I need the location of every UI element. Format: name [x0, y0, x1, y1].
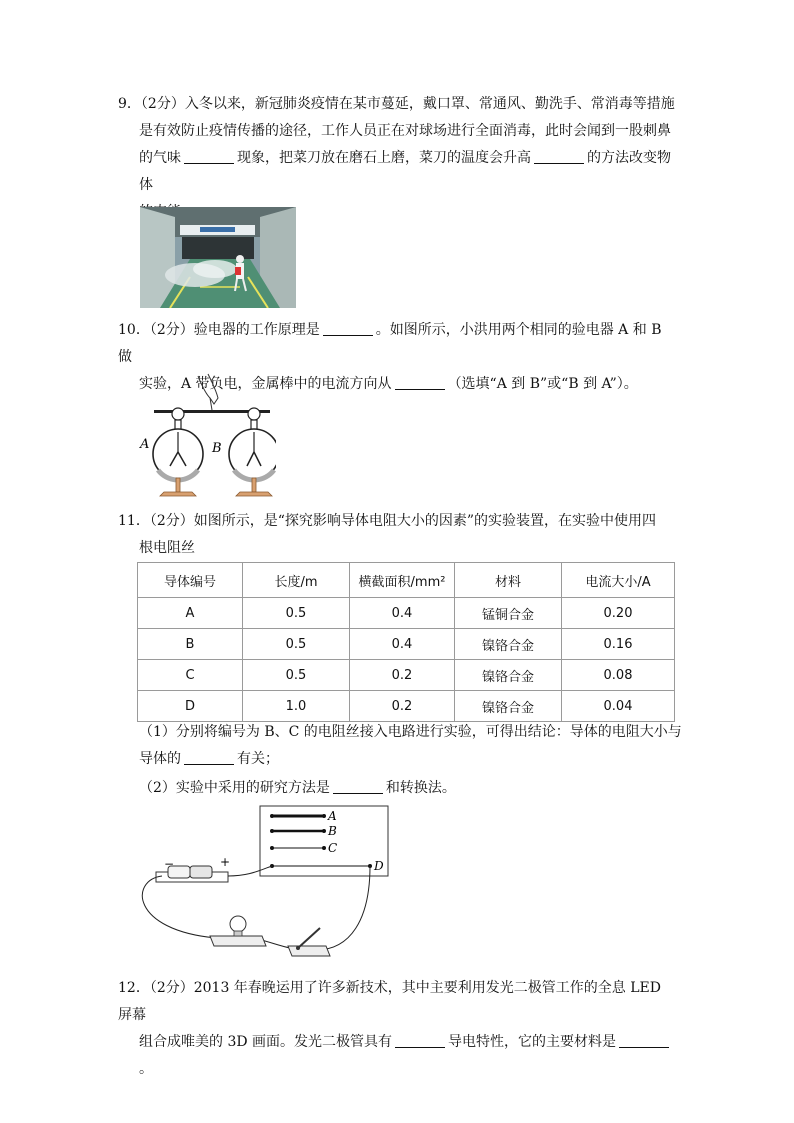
- question-12: [118, 975, 678, 1083]
- label-b: B: [212, 441, 222, 456]
- q9-line1: 9．（2分）入冬以来，新冠肺炎疫情在某市蔓延，戴口罩、常通风、勤洗手、常消毒等措施: [118, 96, 675, 112]
- table-header: 导体编号: [138, 563, 243, 598]
- electroscope-figure: [136, 372, 276, 502]
- q11-text: 有关；: [237, 751, 279, 767]
- table-cell: 镍铬合金: [455, 629, 562, 660]
- table-row: [138, 660, 675, 691]
- table-cell: 0.5: [243, 660, 350, 691]
- q9-line2: 是有效防止疫情传播的途径，工作人员正在对球场进行全面消毒，此时会闻到一股刺鼻: [139, 123, 671, 139]
- table-cell: 0.16: [562, 629, 675, 660]
- answer-blank[interactable]: [395, 375, 445, 390]
- table-row: [138, 598, 675, 629]
- q11-text: 和转换法。: [385, 780, 456, 796]
- table-cell: 0.04: [562, 691, 675, 722]
- answer-blank[interactable]: [333, 779, 383, 794]
- table-header: 材料: [455, 563, 562, 598]
- answer-blank[interactable]: [619, 1033, 669, 1048]
- q12-line2: [118, 1029, 678, 1083]
- resistance-table: [137, 562, 675, 722]
- q10-line1: [118, 317, 678, 371]
- table-header-row: [138, 563, 675, 598]
- q10-text: 实验，A 带负电，金属棒中的电流方向从: [139, 376, 392, 392]
- table-header: 横截面积/mm²: [350, 563, 455, 598]
- wire-label-d: D: [374, 859, 384, 873]
- table-cell: 0.5: [243, 598, 350, 629]
- label-a: A: [140, 437, 150, 452]
- table-cell: B: [138, 629, 243, 660]
- q9-text: 的气味: [139, 150, 181, 166]
- table-cell: 0.4: [350, 629, 455, 660]
- disinfection-photo: [140, 207, 296, 308]
- battery-minus: −: [164, 857, 175, 871]
- table-cell: 0.08: [562, 660, 675, 691]
- q9-text: 的方法改变物体: [139, 150, 671, 193]
- wire-label-a: A: [328, 809, 337, 823]
- q9-line3: [118, 145, 678, 199]
- q11-line1: 11．（2分）如图所示，是“探究影响导体电阻大小的因素”的实验装置，在实验中使用四: [118, 513, 657, 529]
- q11-text: 导体的: [139, 751, 181, 767]
- battery-plus: +: [220, 855, 231, 869]
- q11-line2: 根电阻丝: [139, 540, 195, 556]
- q11-sub2: [139, 775, 684, 802]
- q11-text: （2）实验中采用的研究方法是: [139, 780, 330, 796]
- table-cell: 0.2: [350, 660, 455, 691]
- answer-blank[interactable]: [184, 149, 234, 164]
- table-cell: 镍铬合金: [455, 691, 562, 722]
- wire-label-c: C: [328, 841, 338, 855]
- table-cell: A: [138, 598, 243, 629]
- table-cell: 0.5: [243, 629, 350, 660]
- question-9: [118, 91, 678, 226]
- table-cell: 1.0: [243, 691, 350, 722]
- answer-blank[interactable]: [323, 321, 373, 336]
- q11-sub1b: [139, 746, 684, 773]
- q10-text: （选填“A 到 B”或“B 到 A”）。: [447, 376, 638, 392]
- q10-text: 。如图所示，小洪用两个相同的验电器 A 和 B 做: [118, 322, 662, 365]
- q10-text: 10．（2分）验电器的工作原理是: [118, 322, 320, 338]
- q12-line1: 12．（2分）2013 年春晚运用了许多新技术，其中主要利用发光二极管工作的全息 LED 屏幕: [118, 980, 661, 1023]
- answer-blank[interactable]: [184, 750, 234, 765]
- table-cell: 锰铜合金: [455, 598, 562, 629]
- q12-text: 。: [139, 1061, 153, 1077]
- q12-text: 导电特性，它的主要材料是: [448, 1034, 617, 1050]
- q11-sub1a: （1）分别将编号为 B、C 的电阻丝接入电路进行实验，可得出结论：导体的电阻大小与: [139, 724, 682, 740]
- table-cell: 0.4: [350, 598, 455, 629]
- table-row: [138, 629, 675, 660]
- table-header: 电流大小/A: [562, 563, 675, 598]
- q9-text: 现象，把菜刀放在磨石上磨，菜刀的温度会升高: [237, 150, 531, 166]
- answer-blank[interactable]: [395, 1033, 445, 1048]
- table-cell: D: [138, 691, 243, 722]
- table-row: [138, 691, 675, 722]
- table-cell: 0.2: [350, 691, 455, 722]
- question-11-subparts: [139, 719, 684, 802]
- answer-blank[interactable]: [534, 149, 584, 164]
- table-cell: 0.20: [562, 598, 675, 629]
- question-11: [118, 508, 678, 562]
- table-cell: C: [138, 660, 243, 691]
- q12-text: 组合成唯美的 3D 画面。发光二极管具有: [139, 1034, 393, 1050]
- wire-label-b: B: [328, 824, 337, 838]
- circuit-figure: [130, 800, 400, 965]
- table-header: 长度/m: [243, 563, 350, 598]
- table-cell: 镍铬合金: [455, 660, 562, 691]
